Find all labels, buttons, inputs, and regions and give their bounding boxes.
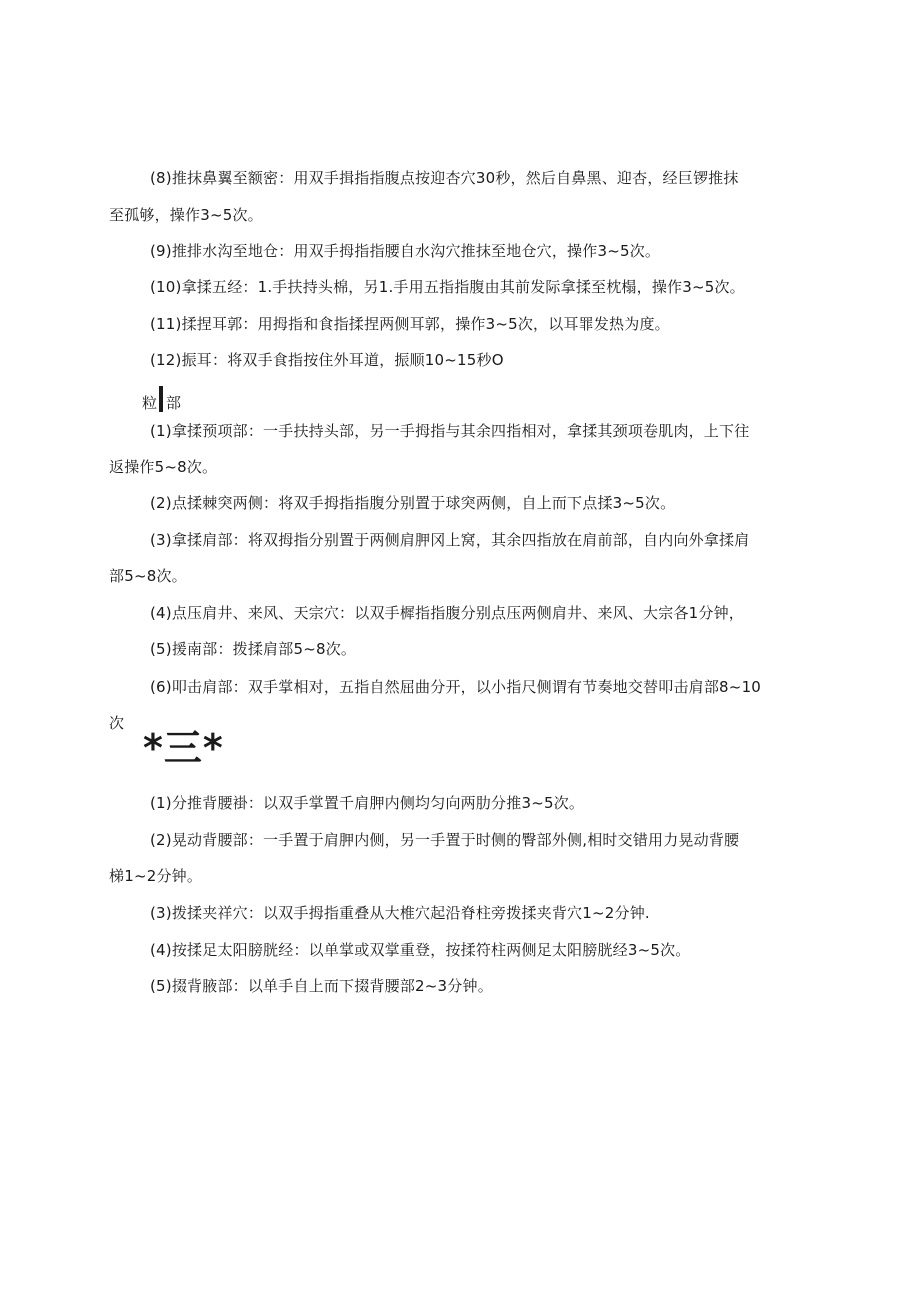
section-heading-back: *三* [143, 726, 224, 770]
paragraph-line: (12)振耳：将双手食指按住外耳道，振顺10~15秒O [150, 351, 504, 369]
paragraph-line: (4)点压肩井、来风、天宗穴：以双手樨指指腹分别点压两侧肩井、来风、大宗各1分钟， [150, 604, 744, 622]
heading-right-text: 部 [166, 394, 182, 412]
paragraph-line: (2)点揉棘突两侧：将双手拇指指腹分别置于球突两侧，自上而下点揉3~5次。 [150, 494, 676, 512]
paragraph-line: (5)援南部：拨揉肩部5~8次。 [150, 640, 357, 658]
paragraph-line: (11)揉捏耳郭：用拇指和食指揉捏两侧耳郭，操作3~5次，以耳罪发热为度。 [150, 315, 670, 333]
paragraph-line: (2)晃动背腰部：一手置于肩胛内侧，另一手置于时侧的臀部外侧,相时交错用力晃动背腰 [150, 831, 740, 849]
section-heading-neck [142, 386, 181, 413]
paragraph-line: (8)推抹鼻翼至额密：用双手揖指指腹点按迎杏穴30秒，然后自鼻黑、迎杏，经巨锣推抹 [150, 169, 739, 187]
paragraph-line: 返操作5~8次。 [109, 458, 218, 476]
paragraph-line: (4)按揉足太阳膀胱经：以单掌或双掌重登，按揉符柱两侧足太阳膀胱经3~5次。 [150, 941, 691, 959]
paragraph-line: 至孤够，操作3~5次。 [109, 206, 263, 224]
paragraph-line: 梯1~2分钟。 [109, 867, 203, 885]
paragraph-line: (1)分推背腰褂：以双手掌置千肩胛内侧均匀向两肋分推3~5次。 [150, 794, 585, 812]
paragraph-line: (10)拿揉五经：1.手扶持头棉，另1.手用五指指腹由其前发际拿揉至枕榻，操作3~5次。 [150, 278, 745, 296]
paragraph-line: (3)拿揉肩部：将双拇指分别置于两侧肩胛冈上窝，其余四指放在肩前部，自内向外拿揉肩 [150, 531, 750, 549]
paragraph-line: (6)叩击肩部：双手掌相对，五指自然屈曲分开，以小指尺侧谓有节奏地交替叩击肩部8~10 [150, 678, 762, 696]
paragraph-line: 部5~8次。 [109, 567, 187, 585]
paragraph-line: (5)掇背腋部：以单手自上而下掇背腰部2~3分钟。 [150, 977, 493, 995]
heading-left-text: 粒 [142, 394, 158, 412]
paragraph-line: (1)拿揉预项部：一手扶持头部，另一手拇指与其余四指相对，拿揉其颈项卷肌肉，上下往 [150, 422, 750, 440]
paragraph-line: (3)拨揉夹祥穴：以双手拇指重叠从大椎穴起沿脊柱旁拨揉夹背穴1~2分钟. [150, 904, 650, 922]
paragraph-line: (9)推排水沟至地仓：用双手拇指指腰自水沟穴推抹至地仓穴，操作3~5次。 [150, 242, 661, 260]
heading-bar-mark [159, 386, 163, 412]
paragraph-line: 次 [109, 714, 125, 732]
